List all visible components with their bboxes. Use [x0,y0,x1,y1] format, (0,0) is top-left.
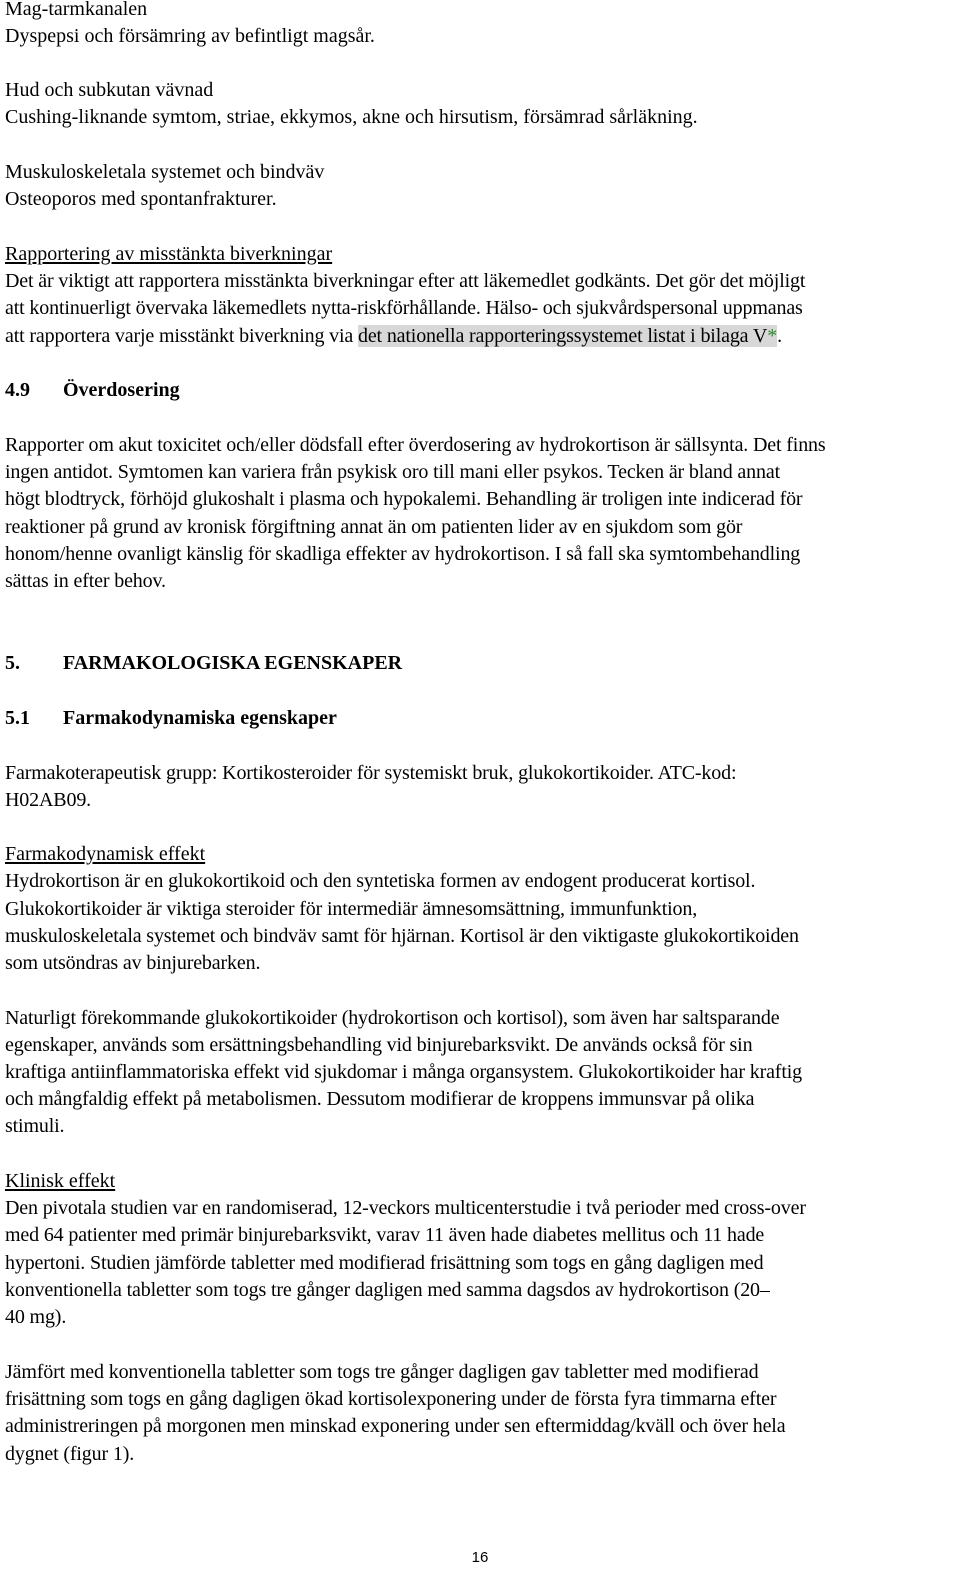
overdose-line: ingen antidot. Symtomen kan variera från psykisk oro till mani eller psykos. Tecken är bland annat [5,461,780,483]
national-reporting-system-text: det nationella rapporteringssystemet listat i bilaga V [357,325,768,347]
comparison-line: dygnet (figur 1). [5,1443,135,1465]
national-reporting-system-link[interactable] [358,325,777,347]
overdose-line: reaktioner på grund av kronisk förgiftning annat än om patienten lider av en sjukdom som gör [5,516,743,538]
section-title: Överdosering [63,379,180,401]
effect-line: Glukokortikoider är viktiga steroider för intermediär ämnesomsättning, immunfunktion, [5,898,698,920]
soc-text-musculoskeletal: Osteoporos med spontanfrakturer. [5,188,277,210]
natural-glucocorticoid-line: stimuli. [5,1115,65,1137]
section-number: 5.1 [5,707,30,729]
reporting-line: att kontinuerligt övervaka läkemedlets nytta-riskförhållande. Hälso- och sjukvårdspersonal uppmanas [5,297,803,319]
clinical-line: Den pivotala studien var en randomiserad, 12-veckors multicenterstudie i två perioder med cross-over [5,1197,806,1219]
natural-glucocorticoid-line: egenskaper, används som ersättningsbehandling vid binjurebarksvikt. De används också för sin [5,1034,753,1056]
comparison-line: Jämfört med konventionella tabletter som togs tre gånger dagligen gav tabletter med modifierad [5,1361,759,1383]
overdose-line: Rapporter om akut toxicitet och/eller dödsfall efter överdosering av hydrokortison är sällsynta. Det finns [5,434,826,456]
page-number: 16 [471,1549,489,1566]
clinical-line: konventionella tabletter som togs tre gånger dagligen med samma dagsdos av hydrokortison (20– [5,1279,770,1301]
overdose-line: sättas in efter behov. [5,570,166,592]
natural-glucocorticoid-line: kraftiga antiinflammatoriska effekt vid sjukdomar i många organsystem. Glukokortikoider har kraftig [5,1061,802,1083]
section-number: 4.9 [5,379,30,401]
effect-line: som utsöndras av binjurebarken. [5,952,261,974]
natural-glucocorticoid-line: Naturligt förekommande glukokortikoider (hydrokortison och kortisol), som även har saltsparande [5,1007,780,1029]
reporting-line [5,324,782,348]
effect-line: muskuloskeletala systemet och bindväv samt för hjärnan. Kortisol är den viktigaste glukokortikoiden [5,925,799,947]
asterisk-marker: * [767,325,778,347]
reporting-line: Det är viktigt att rapportera misstänkta biverkningar efter att läkemedlet godkänts. Det gör det möjligt [5,270,806,292]
section-title: Farmakodynamiska egenskaper [63,707,337,729]
section-heading-pharmacodynamic [5,706,337,730]
soc-heading-musculoskeletal: Muskuloskeletala systemet och bindväv [5,161,325,183]
pharmacotherapeutic-group-line: Farmakoterapeutisk grupp: Kortikosteroider för systemiskt bruk, glukokortikoider. ATC-kod: [5,762,737,784]
natural-glucocorticoid-line: och mångfaldig effekt på metabolismen. Dessutom modifierar de kroppens immunsvar på olika [5,1088,755,1110]
comparison-line: frisättning som togs en gång dagligen ökad kortisolexponering under de första fyra timmarna efter [5,1388,777,1410]
pharmacotherapeutic-group-line: H02AB09. [5,789,92,811]
sentence-period: . [777,325,782,347]
section-heading-overdose [5,378,180,402]
clinical-line: 40 mg). [5,1306,67,1328]
reporting-heading: Rapportering av misstänkta biverkningar [5,243,333,265]
soc-text-gastrointestinal: Dyspepsi och försämring av befintligt magsår. [5,25,375,47]
overdose-line: honom/henne ovanligt känslig för skadliga effekter av hydrokortison. I så fall ska symtombehandling [5,543,801,565]
clinical-effect-heading: Klinisk effekt [5,1170,116,1192]
soc-text-skin: Cushing-liknande symtom, striae, ekkymos, akne och hirsutism, försämrad sårläkning. [5,106,698,128]
section-heading-pharmacological [5,651,402,675]
pharmacodynamic-effect-heading: Farmakodynamisk effekt [5,843,206,865]
effect-line: Hydrokortison är en glukokortikoid och den syntetiska formen av endogent producerat kortisol. [5,870,756,892]
section-number: 5. [5,652,20,674]
soc-heading-skin: Hud och subkutan vävnad [5,79,214,101]
comparison-line: administreringen på morgonen men minskad exponering under sen eftermiddag/kväll och över hela [5,1415,786,1437]
section-title: FARMAKOLOGISKA EGENSKAPER [63,652,403,674]
clinical-line: med 64 patienter med primär binjurebarksvikt, varav 11 även hade diabetes mellitus och 11 hade [5,1224,765,1246]
reporting-text: att rapportera varje misstänkt biverkning via [5,325,358,347]
overdose-line: högt blodtryck, förhöjd glukoshalt i plasma och hypokalemi. Behandling är troligen inte indicerad för [5,488,803,510]
soc-heading-gastrointestinal: Mag-tarmkanalen [5,0,148,20]
clinical-line: hypertoni. Studien jämförde tabletter med modifierad frisättning som togs en gång dagligen med [5,1252,764,1274]
